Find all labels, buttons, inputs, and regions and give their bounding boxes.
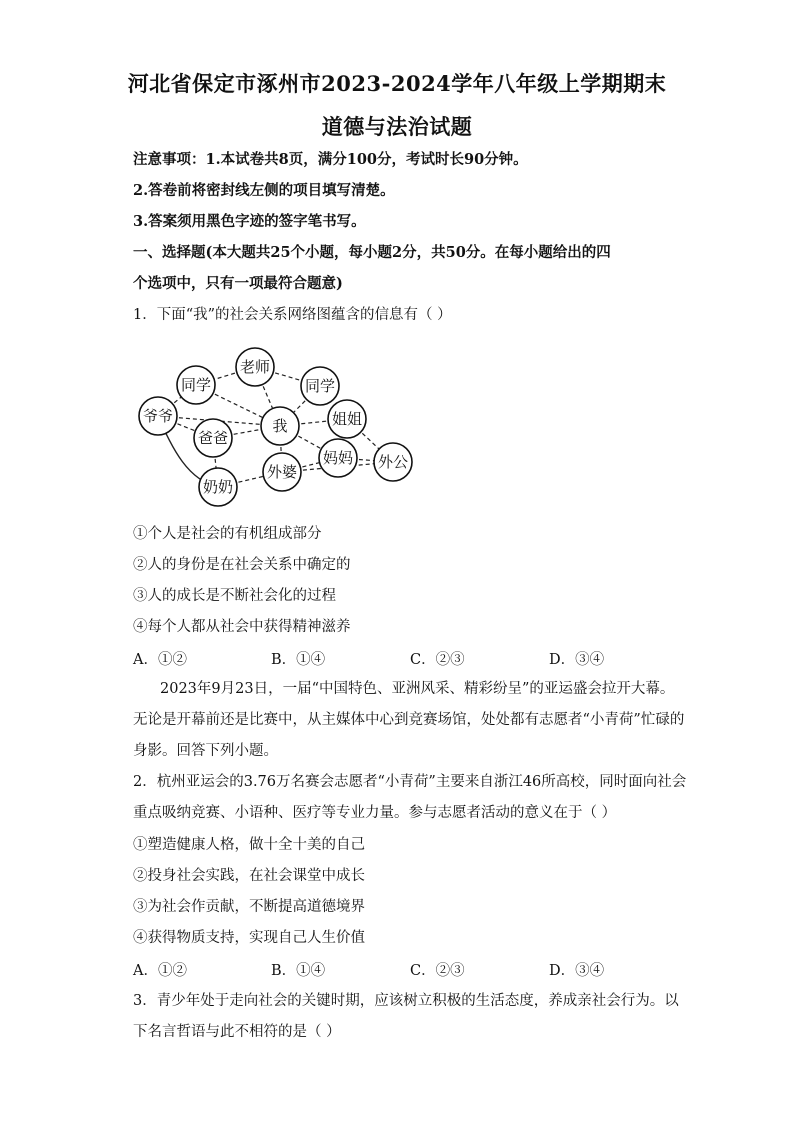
q1-item-4: ④每个人都从社会中获得精神滋养 — [133, 619, 351, 635]
q2-item-2: ②投身社会实践，在社会课堂中成长 — [133, 868, 365, 884]
q1-option-b[interactable]: B．①④ — [271, 652, 326, 668]
q3-stem-line2: 下名言哲语与此不相符的是（ ） — [133, 1024, 341, 1040]
social-network-diagram — [133, 340, 423, 510]
notes-line-1: 注意事项：1.本试卷共8页，满分100分，考试时长90分钟。 — [133, 151, 528, 168]
q1-option-a[interactable]: A．①② — [133, 652, 187, 668]
q2-stem-line1: 2．杭州亚运会的3.76万名赛会志愿者“小青荷”主要来自浙江46所高校，同时面向社会 — [133, 774, 687, 790]
exam-title-line2: 道德与法治试题 — [321, 114, 473, 139]
notes-line-3: 3.答案须用黑色字迹的签字笔书写。 — [133, 213, 366, 230]
q2-option-a[interactable]: A．①② — [133, 963, 187, 979]
section1-heading-line1: 一、选择题(本大题共25个小题，每小题2分，共50分。在每小题给出的四 — [133, 244, 611, 261]
node-laoshi-label: 老师 — [239, 358, 271, 376]
q2-option-b[interactable]: B．①④ — [271, 963, 326, 979]
q1-stem: 1．下面“我”的社会关系网络图蕴含的信息有（ ） — [133, 307, 452, 323]
q2-option-c[interactable]: C．②③ — [410, 963, 465, 979]
node-baba-label: 爸爸 — [197, 429, 229, 447]
q3-stem-line1: 3．青少年处于走向社会的关键时期，应该树立积极的生活态度，养成亲社会行为。以 — [133, 993, 679, 1009]
node-tongxue1-label: 同学 — [180, 376, 212, 394]
passage-line-1: 2023年9月23日，一届“中国特色、亚洲风采、精彩纷呈”的亚运盛会拉开大幕。 — [160, 681, 675, 697]
q1-item-3: ③人的成长是不断社会化的过程 — [133, 588, 336, 604]
section1-heading-line2: 个选项中，只有一项最符合题意) — [133, 275, 343, 292]
node-tongxue2-label: 同学 — [304, 377, 336, 395]
q2-item-4: ④获得物质支持，实现自己人生价值 — [133, 930, 365, 946]
q2-item-1: ①塑造健康人格，做十全十美的自己 — [133, 837, 365, 853]
exam-title-line1: 河北省保定市涿州市2023-2024学年八年级上学期期末 — [127, 71, 667, 96]
node-jiejie-label: 姐姐 — [331, 410, 363, 428]
node-wo-label: 我 — [272, 417, 288, 435]
passage-line-2: 无论是开幕前还是比赛中，从主媒体中心到竞赛场馆，处处都有志愿者“小青荷”忙碌的 — [133, 712, 685, 728]
q2-stem-line2: 重点吸纳竞赛、小语种、医疗等专业力量。参与志愿者活动的意义在于（ ） — [133, 805, 617, 821]
notes-line-2: 2.答卷前将密封线左侧的项目填写清楚。 — [133, 182, 395, 199]
q2-option-d[interactable]: D．③④ — [549, 963, 605, 979]
q2-item-3: ③为社会作贡献，不断提高道德境界 — [133, 899, 365, 915]
node-mama-label: 妈妈 — [322, 449, 354, 467]
node-yeye-label: 爷爷 — [142, 407, 174, 425]
node-waipo-label: 外婆 — [266, 463, 298, 481]
q1-item-1: ①个人是社会的有机组成部分 — [133, 526, 322, 542]
q1-option-d[interactable]: D．③④ — [549, 652, 605, 668]
q1-item-2: ②人的身份是在社会关系中确定的 — [133, 557, 351, 573]
q1-option-c[interactable]: C．②③ — [410, 652, 465, 668]
node-waigong-label: 外公 — [377, 453, 409, 471]
passage-line-3: 身影。回答下列小题。 — [133, 743, 278, 759]
node-nainai-label: 奶奶 — [202, 478, 234, 496]
